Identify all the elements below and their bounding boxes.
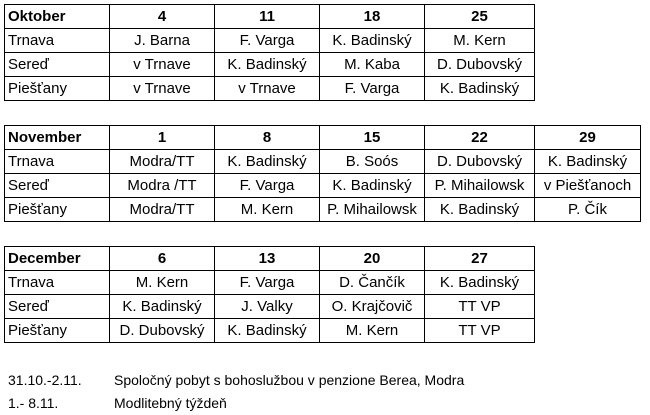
city-label: Trnava bbox=[5, 271, 110, 295]
date-header: 18 bbox=[320, 5, 425, 29]
date-header: 13 bbox=[215, 247, 320, 271]
table-cell: K. Badinský bbox=[215, 319, 320, 343]
date-header: 27 bbox=[425, 247, 535, 271]
note-item bbox=[8, 368, 464, 391]
table-cell: v Piešťanoch bbox=[535, 174, 641, 198]
table-row bbox=[5, 198, 641, 222]
schedule-table-november bbox=[4, 125, 641, 222]
table-cell: K. Badinský bbox=[425, 271, 535, 295]
table-row bbox=[5, 319, 535, 343]
city-label: Sereď bbox=[5, 174, 110, 198]
table-header-row bbox=[5, 5, 535, 29]
table-cell: P. Čík bbox=[535, 198, 641, 222]
table-cell: P. Mihailowsk bbox=[425, 174, 535, 198]
month-label: Oktober bbox=[5, 5, 110, 29]
note-text: Spoločný pobyt s bohoslužbou v penzione Berea, Modra bbox=[114, 371, 465, 388]
table-cell: TT VP bbox=[425, 319, 535, 343]
table-row bbox=[5, 150, 641, 174]
table-header-row bbox=[5, 247, 535, 271]
table-row bbox=[5, 174, 641, 198]
table-cell: TT VP bbox=[425, 295, 535, 319]
table-cell: M. Kern bbox=[320, 319, 425, 343]
table-cell: K. Badinský bbox=[110, 295, 215, 319]
date-header: 25 bbox=[425, 5, 535, 29]
table-cell: D. Dubovský bbox=[425, 150, 535, 174]
date-header: 8 bbox=[215, 126, 320, 150]
city-label: Piešťany bbox=[5, 77, 110, 101]
table-cell: D. Dubovský bbox=[110, 319, 215, 343]
table-cell: Modra/TT bbox=[110, 198, 215, 222]
table-cell: F. Varga bbox=[320, 77, 425, 101]
table-cell: M. Kern bbox=[215, 198, 320, 222]
table-row bbox=[5, 295, 535, 319]
city-label: Piešťany bbox=[5, 198, 110, 222]
table-cell: D. Dubovský bbox=[425, 53, 535, 77]
table-cell: O. Krajčovič bbox=[320, 295, 425, 319]
table-cell: J. Valky bbox=[215, 295, 320, 319]
date-header: 4 bbox=[110, 5, 215, 29]
city-label: Trnava bbox=[5, 150, 110, 174]
table-cell: v Trnave bbox=[110, 53, 215, 77]
table-cell: K. Badinský bbox=[425, 77, 535, 101]
table-cell: v Trnave bbox=[110, 77, 215, 101]
table-cell: Modra /TT bbox=[110, 174, 215, 198]
table-cell: K. Badinský bbox=[320, 174, 425, 198]
table-cell: K. Badinský bbox=[215, 150, 320, 174]
table-cell: M. Kern bbox=[425, 29, 535, 53]
date-header: 20 bbox=[320, 247, 425, 271]
table-cell: F. Varga bbox=[215, 271, 320, 295]
date-header: 22 bbox=[425, 126, 535, 150]
table-row bbox=[5, 77, 535, 101]
table-cell: K. Badinský bbox=[215, 53, 320, 77]
table-cell: M. Kaba bbox=[320, 53, 425, 77]
note-date: 1.- 8.11. bbox=[8, 394, 59, 411]
table-cell: K. Badinský bbox=[535, 150, 641, 174]
table-cell: P. Mihailowsk bbox=[320, 198, 425, 222]
notes-list bbox=[8, 368, 464, 414]
month-label: November bbox=[5, 126, 110, 150]
table-cell: B. Soós bbox=[320, 150, 425, 174]
table-cell: K. Badinský bbox=[320, 29, 425, 53]
schedule-table-december bbox=[4, 246, 535, 343]
table-cell: Modra/TT bbox=[110, 150, 215, 174]
city-label: Piešťany bbox=[5, 319, 110, 343]
table-cell: J. Barna bbox=[110, 29, 215, 53]
table-row bbox=[5, 53, 535, 77]
date-header: 1 bbox=[110, 126, 215, 150]
city-label: Sereď bbox=[5, 53, 110, 77]
table-cell: K. Badinský bbox=[425, 198, 535, 222]
note-date: 31.10.-2.11. bbox=[8, 371, 82, 388]
table-row bbox=[5, 271, 535, 295]
table-cell: M. Kern bbox=[110, 271, 215, 295]
schedule-table-october bbox=[4, 4, 535, 101]
month-label: December bbox=[5, 247, 110, 271]
date-header: 15 bbox=[320, 126, 425, 150]
date-header: 6 bbox=[110, 247, 215, 271]
date-header: 29 bbox=[535, 126, 641, 150]
city-label: Sereď bbox=[5, 295, 110, 319]
table-cell: v Trnave bbox=[215, 77, 320, 101]
table-cell: D. Čančík bbox=[320, 271, 425, 295]
table-row bbox=[5, 29, 535, 53]
date-header: 11 bbox=[215, 5, 320, 29]
table-cell: F. Varga bbox=[215, 174, 320, 198]
table-header-row bbox=[5, 126, 641, 150]
table-cell: F. Varga bbox=[215, 29, 320, 53]
city-label: Trnava bbox=[5, 29, 110, 53]
note-item bbox=[8, 391, 464, 414]
note-text: Modlitebný týždeň bbox=[114, 394, 227, 411]
